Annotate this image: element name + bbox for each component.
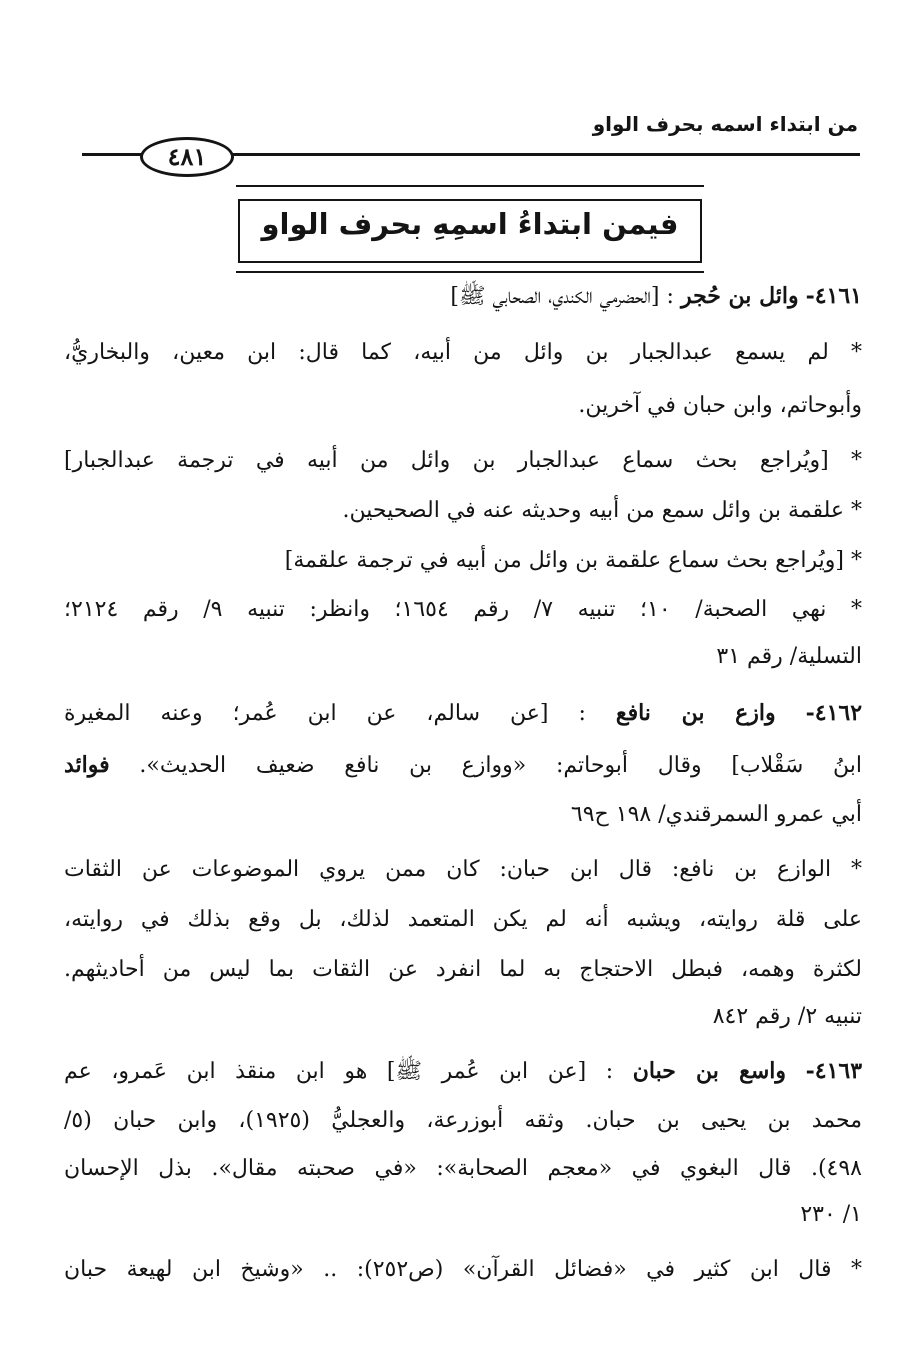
entry-name: واسع بن حبان xyxy=(632,1058,787,1084)
entry-description: : [عن ابن عُمر ﷺ] هو ابن منقذ ابن عَمرو، عم xyxy=(64,1059,614,1084)
entry-name: وائل بن حُجر xyxy=(680,283,799,309)
entry-body-line: * قال ابن كثير في «فضائل القرآن» (ص٢٥٢): .. «وشيخ ابن لهيعة حبان xyxy=(64,1257,862,1282)
entry-name: وازع بن نافع xyxy=(615,700,776,726)
entry-4161-heading xyxy=(64,283,862,310)
entry-note-line: وأبوحاتم، وابن حبان في آخرين. xyxy=(578,393,862,418)
source-title: فوائد xyxy=(64,752,110,778)
running-title: من ابتداء اسمه بحرف الواو xyxy=(592,112,858,136)
section-title: فيمن ابتداءُ اسمِهِ بحرف الواو xyxy=(261,207,679,241)
entry-body-line: ٤٩٨). قال البغوي في «معجم الصحابة»: «في صحبته مقال». بذل الإحسان xyxy=(64,1156,862,1181)
entry-note-line: * [ويُراجع بحث سماع علقمة بن وائل من أبيه في ترجمة علقمة] xyxy=(284,548,862,573)
entry-note-line: * [ويُراجع بحث سماع عبدالجبار بن وائل من أبيه في ترجمة عبدالجبار] xyxy=(64,448,862,473)
entry-description: : [عن سالم، عن ابن عُمر؛ وعنه المغيرة xyxy=(64,701,586,726)
entry-number: ٤١٦٢- xyxy=(805,700,863,726)
entry-note-line: * لم يسمع عبدالجبار بن وائل من أبيه، كما قال: ابن معين، والبخاريُّ، xyxy=(64,340,862,365)
entry-number: ٤١٦١- xyxy=(805,283,862,309)
entry-note-line: * علقمة بن وائل سمع من أبيه وحديثه عنه في الصحيحين. xyxy=(342,498,862,523)
entry-continuation-text: ابنُ سَقْلاب] وقال أبوحاتم: «ووازع بن نافع ضعيف الحديث». xyxy=(139,753,863,778)
entry-note-line: تنبيه ٢/ رقم ٨٤٢ xyxy=(712,1004,862,1029)
entry-note-line: لكثرة وهمه، فبطل الاحتجاج به لما انفرد عن الثقات بما ليس من أحاديثهم. xyxy=(64,957,862,982)
entry-note-line: * نهي الصحبة/ ١٠؛ تنبيه ٧/ رقم ١٦٥٤؛ وانظر: تنبيه ٩/ رقم ٢١٢٤؛ xyxy=(64,597,863,622)
entry-note-line: * الوازع بن نافع: قال ابن حبان: كان ممن يروي الموضوعات عن الثقات xyxy=(64,857,862,882)
entry-note-line: التسلية/ رقم ٣١ xyxy=(716,644,862,669)
section-title-frame xyxy=(236,185,704,273)
entry-note-line: على قلة روايته، ويشبه أنه لم يكن المتعمد لذلك، بل وقع بذلك في روايته، xyxy=(64,907,862,932)
entry-number: ٤١٦٣- xyxy=(805,1058,863,1084)
entry-continuation xyxy=(64,752,862,779)
entry-continuation: أبي عمرو السمرقندي/ ١٩٨ ح٦٩ xyxy=(570,802,862,827)
entry-4163-heading xyxy=(64,1058,862,1085)
page-number: ٤٨١ xyxy=(140,137,234,177)
entry-body-line: محمد بن يحيى بن حبان. وثقه أبوزرعة، والعجليُّ (١٩٢٥)، وابن حبان (٥/ xyxy=(64,1108,863,1133)
entry-description: : [الحضرمي الكندي، الصحابي ﷺ] xyxy=(450,284,674,309)
entry-body-line: ١/ ٢٣٠ xyxy=(800,1202,862,1227)
entry-4162-heading xyxy=(64,700,862,727)
